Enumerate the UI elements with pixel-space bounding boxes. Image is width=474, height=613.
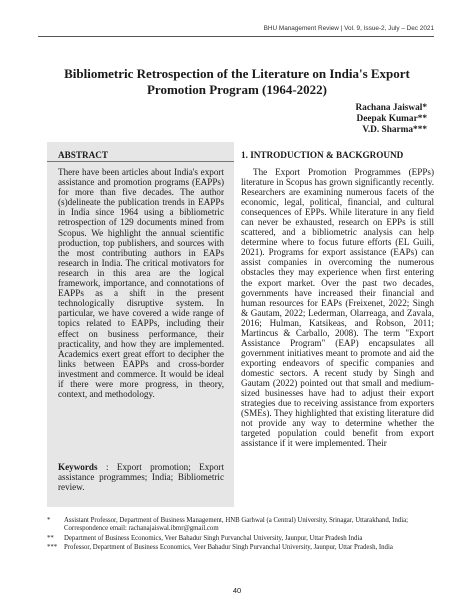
author-2: Deepak Kumar**: [356, 114, 427, 125]
keywords: [58, 462, 224, 492]
abstract-divider: [47, 161, 234, 162]
footnote-mark: *: [47, 517, 51, 524]
footnote: [47, 535, 442, 543]
footnote: [47, 544, 442, 552]
footnote-mark: **: [47, 534, 54, 542]
footnote-mark: ***: [47, 543, 58, 551]
keywords-text: : Export promotion; Export assistance programmes; India; Bibliometric review.: [58, 462, 224, 493]
footnotes: [47, 517, 442, 553]
intro-text: The Export Promotion Programmes (EPPs) literature in Scopus has grown significantly recently. Researchers are examining numerous facets of the economic, legal, political, financial, and cultural consequences of EPPs. While literature in any field can never be exhausted, research on EPPs is still scattered, and a bibliometric analysis can help determine where to focus future efforts (EL Guili, 2021). Programs for export assistance (EAPs) can assist companies in overcoming the numerous obstacles they may experience when first entering the export market. Over the past two decades, governments have increased their financial and human resources for EAPs (Freixenet, 2022; Singh & Gautam, 2022; Lederman, Olarreaga, and Zavala, 2016; Hulman, Katsikeas, and Robson, 2011; Martincus & Carballo, 2008). The term "Export Assistance Program" (EAP) encapsulates all government initiatives meant to promote and aid the exporting endeavors of specific companies and domestic sectors. A recent study by Singh and Gautam (2022) pointed out that small and medium-sized businesses have had to adjust their export strategies due to receiving assistance from exporters (SMEs). They highlighted that existing literature did not provide any way to determine whether the targeted population could benefit from export assistance if it were implemented. Their: [241, 167, 434, 449]
footnote-text: Assistant Professor, Department of Business Management, HNB Garhwal (a Central) University, Srinagar, Uttarakhand, India; Correspondence email: rachanajaiswal.ibmr@gmail.com: [64, 517, 409, 533]
running-head: BHU Management Review | Vol. 9, Issue-2, July – Dec 2021: [263, 25, 434, 32]
footnote-text: Professor, Department of Business Economics, Veer Bahadur Singh Purvanchal University, Jaunpur, Uttar Pradesh, India: [64, 543, 393, 551]
header-rule: [38, 36, 434, 37]
author-1: Rachana Jaiswal*: [355, 103, 427, 113]
footnote: [47, 517, 442, 534]
keywords-label: Keywords: [58, 462, 98, 472]
footnote-text: Department of Business Economics, Veer Bahadur Singh Purvanchal University, Jaunpur, Uttar Pradesh India: [64, 534, 363, 542]
author-3: V.D. Sharma***: [362, 125, 427, 136]
intro-heading: 1. INTRODUCTION & BACKGROUND: [241, 150, 404, 160]
abstract-heading: ABSTRACT: [58, 150, 109, 160]
abstract-text: There have been articles about India's export assistance and promotion programs (EAPPs) for more than five decades. The author (s)delineate the publication trends in EAPPs in India since 1964 using a bibliometric retrospection of 129 documents mined from Scopus. We highlight the annual scientific production, top publishers, and sources with the most contributing authors in EAPs research in India. The critical motivators for research in this area are the logical framework, importance, and connotations of EAPPs as a shift in the present technologically disruptive system. In particular, we have covered a wide range of topics related to EAPPs, including their effect on business performance, their practicality, and how they are implemented. Academics exert great effort to decipher the links between EAPPs and cross-border investment and commerce. It would be ideal if there were more progress, in theory, context, and methodology.: [58, 167, 224, 400]
author-list: [355, 103, 427, 137]
page-number: 40: [232, 586, 242, 595]
paper-title: Bibliometric Retrospection of the Literature on India's Export Promotion Program (1964-2022): [64, 66, 410, 97]
